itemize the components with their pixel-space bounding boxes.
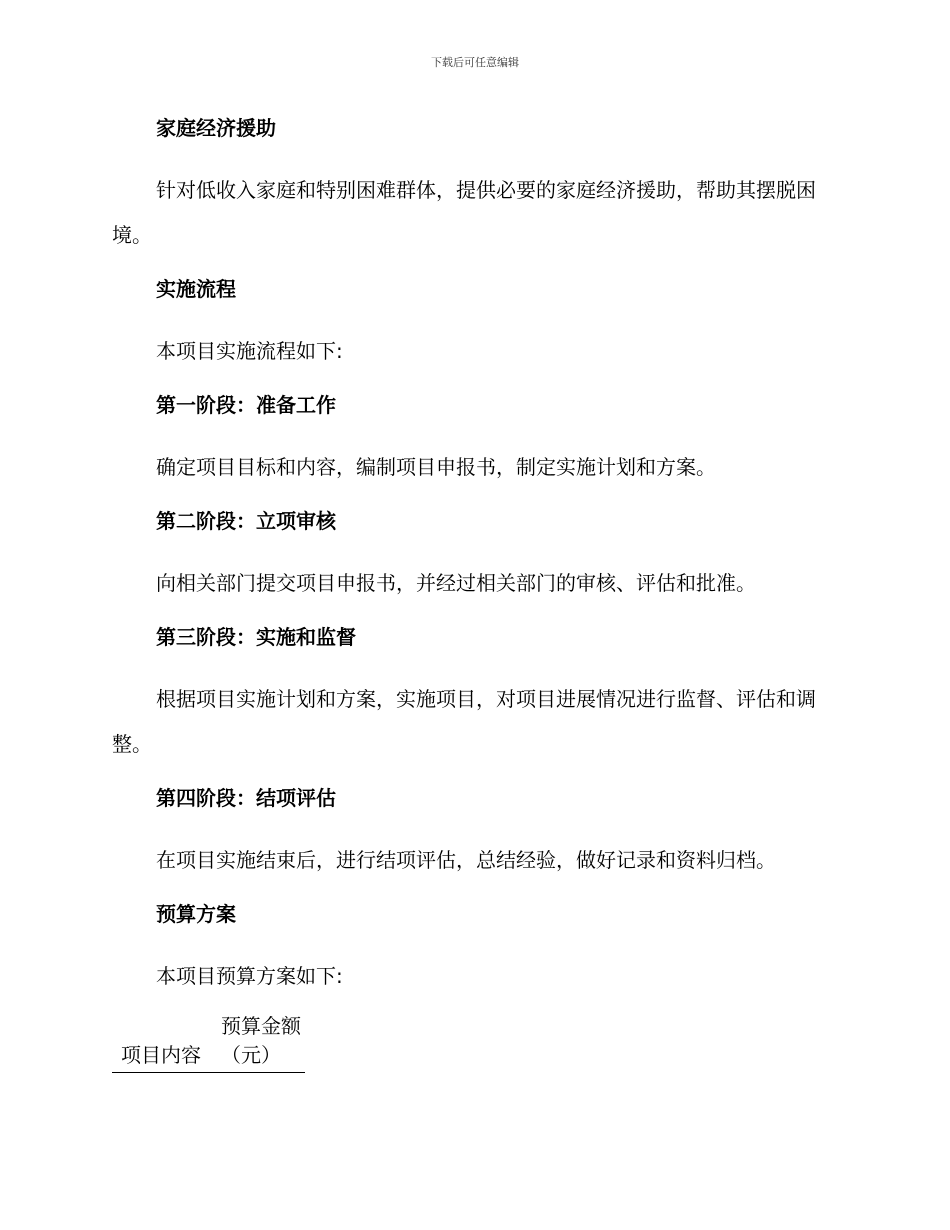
budget-table-wrapper [112, 1012, 832, 1073]
section-title-budget: 预算方案 [156, 902, 236, 926]
paragraph-budget-intro: 本项目预算方案如下: [156, 964, 343, 988]
stage-2-text: 向相关部门提交项目申报书，并经过相关部门的审核、评估和批准。 [156, 571, 756, 595]
budget-table-header-item: 项目内容 [112, 1012, 221, 1073]
paragraph-family-aid: 针对低收入家庭和特别困难群体，提供必要的家庭经济援助，帮助其摆脱困境。 [112, 178, 816, 247]
stage-4-text: 在项目实施结束后，进行结项评估，总结经验，做好记录和资料归档。 [156, 848, 776, 872]
paragraph-process-intro: 本项目实施流程如下: [156, 339, 343, 363]
stage-4-title: 第四阶段：结项评估 [156, 786, 336, 810]
stage-3-title: 第三阶段：实施和监督 [156, 625, 356, 649]
document-body [112, 110, 832, 1073]
budget-table [112, 1012, 305, 1073]
page-header-note: 下载后可任意编辑 [431, 56, 519, 69]
stage-1-title: 第一阶段：准备工作 [156, 393, 336, 417]
section-title-process: 实施流程 [156, 277, 236, 301]
budget-table-header-amount: 预算金额（元） [221, 1012, 305, 1073]
stage-1-text: 确定项目目标和内容，编制项目申报书，制定实施计划和方案。 [156, 455, 716, 479]
budget-table-header-row [112, 1012, 305, 1073]
section-title-family-aid: 家庭经济援助 [156, 116, 276, 140]
stage-2-title: 第二阶段：立项审核 [156, 509, 336, 533]
stage-3-text: 根据项目实施计划和方案，实施项目，对项目进展情况进行监督、评估和调整。 [112, 687, 816, 756]
